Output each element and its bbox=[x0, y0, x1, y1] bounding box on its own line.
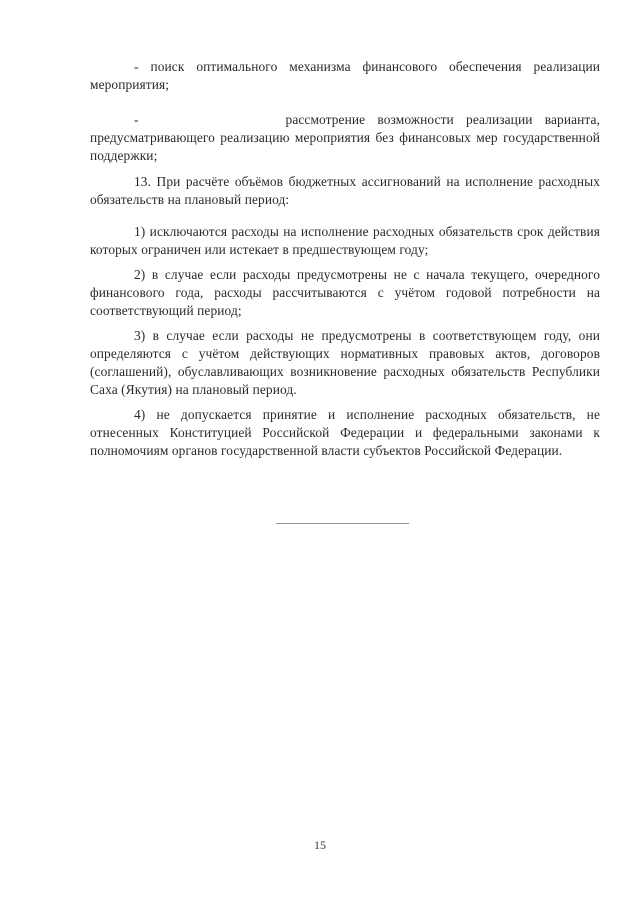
page-number: 15 bbox=[314, 838, 326, 852]
paragraph-text: 4) не допускается принятие и исполнение расходных обязательств, не отнесенных Конституцией Российской Федерации и федеральными законами к полномочиям органов государственной власти субъектов Российской Федерации. bbox=[90, 407, 600, 458]
paragraph-item-13 bbox=[90, 173, 600, 209]
paragraph-consider-options bbox=[90, 111, 600, 165]
paragraph-text-line1: рассмотрение возможности реализации варианта, bbox=[285, 112, 600, 127]
end-separator-line bbox=[276, 523, 409, 524]
paragraph-text: - поиск оптимального механизма финансового обеспечения реализации мероприятия; bbox=[90, 59, 600, 92]
paragraph-subitem-4 bbox=[90, 406, 600, 460]
paragraph-subitem-2 bbox=[90, 266, 600, 320]
paragraph-text: 3) в случае если расходы не предусмотрены в соответствующем году, они определяются с учётом действующих нормативных правовых актов, договоров (соглашений), обуславливающих возникновение расходных обязательств Республики Саха (Якутия) на плановый период. bbox=[90, 328, 600, 397]
paragraph-text bbox=[90, 111, 600, 129]
paragraph-subitem-1 bbox=[90, 223, 600, 259]
paragraph-subitem-3 bbox=[90, 327, 600, 399]
paragraph-text-continuation: предусматривающего реализацию мероприятия без финансовых мер государственной поддержки; bbox=[90, 130, 600, 163]
list-dash: - bbox=[134, 112, 139, 127]
paragraph-search-mechanism bbox=[90, 58, 600, 94]
paragraph-text: 1) исключаются расходы на исполнение расходных обязательств срок действия которых ограничен или истекает в предшествующем году; bbox=[90, 224, 600, 257]
paragraph-text: 2) в случае если расходы предусмотрены не с начала текущего, очередного финансового года, расходы рассчитываются с учётом годовой потребности на соответствующий период; bbox=[90, 267, 600, 318]
paragraph-text: 13. При расчёте объёмов бюджетных ассигнований на исполнение расходных обязательств на плановый период: bbox=[90, 174, 600, 207]
